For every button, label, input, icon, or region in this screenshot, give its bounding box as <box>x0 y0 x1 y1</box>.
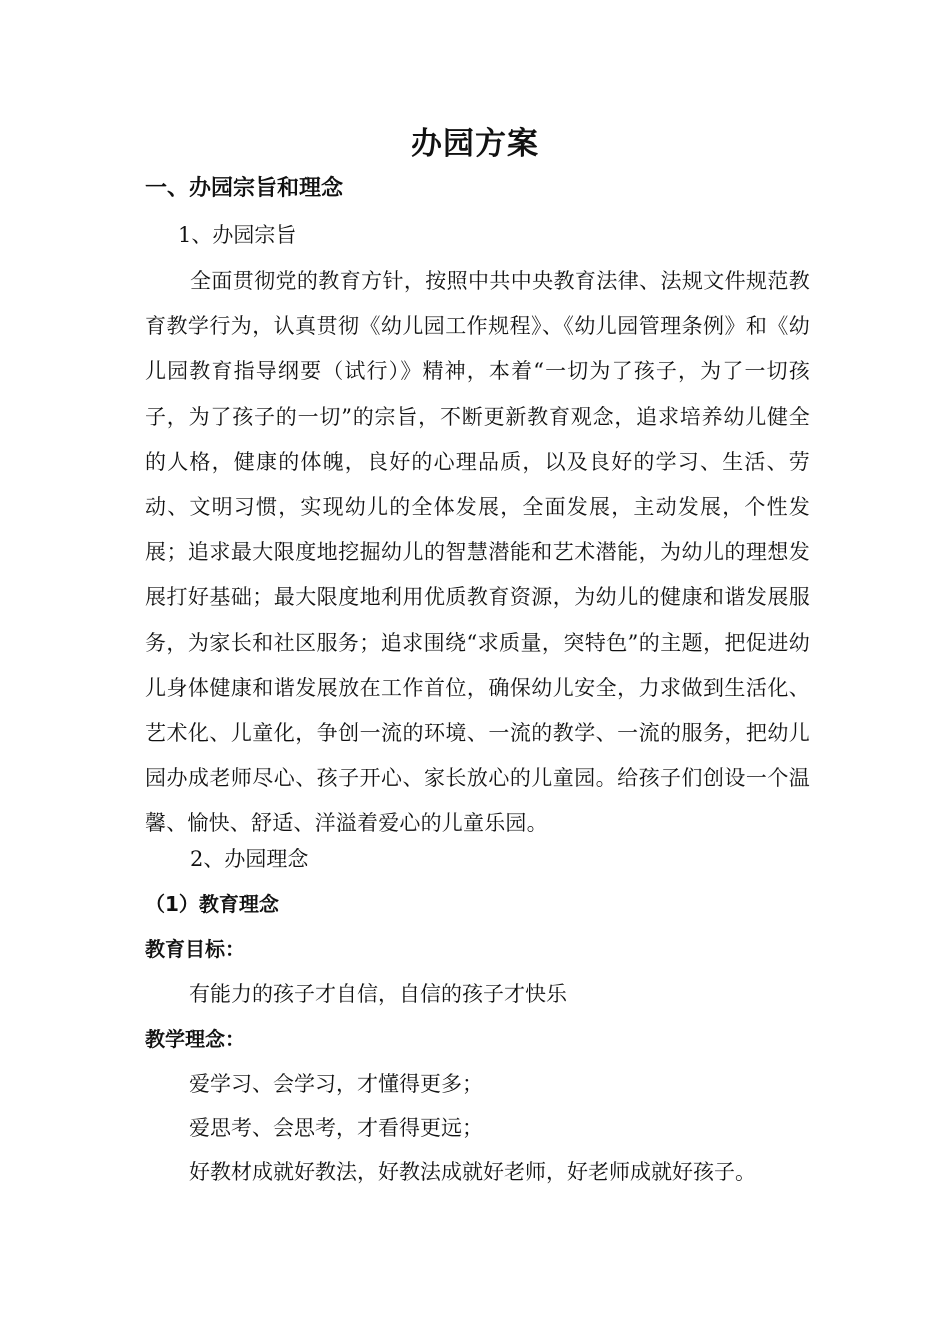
purpose-paragraph: 全面贯彻党的教育方针，按照中共中央教育法律、法规文件规范教育教学行为，认真贯彻《幼儿园工作规程》、《幼儿园管理条例》和《幼儿园教育指导纲要（试行）》精神，本着“一切为了孩子，为了一切孩子，为了孩子的一切”的宗旨，不断更新教育观念，追求培养幼儿健全的人格，健康的体魄，良好的心理品质，以及良好的学习、生活、劳动、文明习惯，实现幼儿的全体发展，全面发展，主动发展，个性发展；追求最大限度地挖掘幼儿的智慧潜能和艺术潜能，为幼儿的理想发展打好基础；最大限度地利用优质教育资源，为幼儿的健康和谐发展服务，为家长和社区服务；追求围绕“求质量，突特色”的主题，把促进幼儿身体健康和谐发展放在工作首位，确保幼儿安全，力求做到生活化、艺术化、儿童化，争创一流的环境、一流的教学、一流的服务，把幼儿园办成老师尽心、孩子开心、家长放心的儿童园。给孩子们创设一个温馨、愉快、舒适、洋溢着爱心的儿童乐园。 <box>145 269 810 836</box>
teaching-concept-line: 好教材成就好教法，好教法成就好老师，好老师成就好孩子。 <box>189 1160 756 1184</box>
subsection-title-philosophy: 2、办园理念 <box>190 847 309 871</box>
teaching-concept-line: 爱思考、会思考，才看得更远； <box>189 1116 483 1140</box>
education-goal-label: 教育目标： <box>145 937 245 961</box>
section-heading-1: 一、办园宗旨和理念 <box>145 176 344 201</box>
education-concept-heading: （1）教育理念 <box>145 892 279 916</box>
teaching-concept-label: 教学理念： <box>145 1027 245 1051</box>
teaching-concept-line: 爱学习、会学习，才懂得更多； <box>189 1072 483 1096</box>
subsection-title-purpose: 1、办园宗旨 <box>178 223 297 247</box>
education-goal-text: 有能力的孩子才自信，自信的孩子才快乐 <box>189 982 567 1006</box>
document-title: 办园方案 <box>411 126 539 162</box>
